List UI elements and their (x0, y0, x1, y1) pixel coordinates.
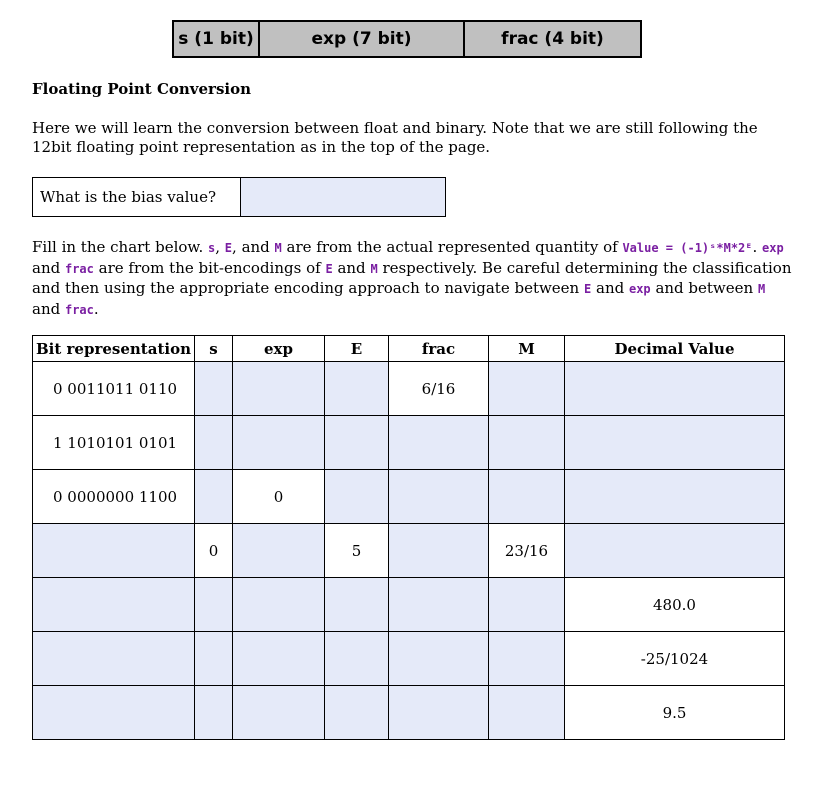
instr-text: . (93, 299, 99, 318)
code-E: E (224, 241, 233, 255)
answer-cell-decimal-value[interactable] (565, 416, 785, 470)
answer-cell-bit-representation[interactable] (33, 578, 195, 632)
answer-cell-s[interactable] (195, 416, 233, 470)
answer-cell-exp[interactable] (233, 362, 325, 416)
instr-text: and (591, 279, 629, 297)
answer-cell-exp[interactable] (233, 416, 325, 470)
frac-bits-field: frac (4 bit) (501, 29, 604, 49)
section-title: Floating Point Conversion (32, 80, 252, 98)
conversion-table (32, 335, 785, 740)
answer-cell-E[interactable] (325, 578, 389, 632)
cell-decimal-value: 9.5 (565, 686, 785, 740)
answer-cell-M[interactable] (489, 686, 565, 740)
code-frac: frac (64, 261, 94, 276)
answer-cell-exp[interactable] (233, 632, 325, 686)
cell-bit-representation: 0 0000000 1100 (33, 470, 195, 524)
table-row (33, 416, 785, 470)
header-s: s (195, 336, 233, 362)
table-row (33, 632, 785, 686)
answer-cell-M[interactable] (489, 632, 565, 686)
table-row (33, 524, 785, 578)
answer-cell-s[interactable] (195, 686, 233, 740)
code-exp: exp (628, 282, 651, 296)
answer-cell-frac[interactable] (389, 524, 489, 578)
answer-cell-frac[interactable] (389, 686, 489, 740)
instr-text: Fill in the chart below. (32, 238, 209, 256)
instr-text: and (332, 258, 371, 277)
instr-text: , and (232, 238, 275, 256)
answer-cell-M[interactable] (489, 416, 565, 470)
cell-E: 5 (325, 524, 389, 578)
bias-answer-input[interactable] (241, 178, 445, 216)
answer-cell-exp[interactable] (233, 524, 325, 578)
instr-text: respectively. Be careful determining the classification and then using the appropriate encoding approach to navigate between (32, 258, 792, 297)
header-M: M (489, 336, 565, 362)
answer-cell-E[interactable] (325, 632, 389, 686)
code-M: M (274, 241, 282, 255)
code-s: s (208, 241, 216, 255)
answer-cell-s[interactable] (195, 362, 233, 416)
answer-cell-frac[interactable] (389, 632, 489, 686)
answer-cell-frac[interactable] (389, 578, 489, 632)
code-E: E (325, 261, 333, 276)
answer-cell-frac[interactable] (389, 470, 489, 524)
answer-cell-E[interactable] (325, 686, 389, 740)
answer-cell-exp[interactable] (233, 578, 325, 632)
header-exp: exp (233, 336, 325, 362)
bias-question-label: What is the bias value? (33, 178, 241, 216)
cell-M: 23/16 (489, 524, 565, 578)
cell-s: 0 (195, 524, 233, 578)
code-M: M (757, 282, 766, 296)
answer-cell-E[interactable] (325, 416, 389, 470)
code-M: M (370, 261, 378, 276)
answer-cell-E[interactable] (325, 470, 389, 524)
exp-bits-field: exp (7 bit) (260, 22, 465, 56)
table-header-row (33, 336, 785, 362)
answer-cell-bit-representation[interactable] (33, 524, 195, 578)
header-E: E (325, 336, 389, 362)
table-row (33, 362, 785, 416)
instr-text: and (32, 258, 65, 277)
header-decimal-value: Decimal Value (565, 336, 785, 362)
cell-frac: 6/16 (389, 362, 489, 416)
code-E: E (584, 282, 592, 296)
table-row (33, 470, 785, 524)
answer-cell-M[interactable] (489, 578, 565, 632)
instructions-paragraph (32, 238, 792, 320)
instr-text: are from the bit-encodings of (93, 258, 326, 277)
instr-text: and (32, 299, 65, 318)
cell-bit-representation: 0 0011011 0110 (33, 362, 195, 416)
instr-text: , (215, 238, 225, 256)
answer-cell-M[interactable] (489, 362, 565, 416)
answer-cell-decimal-value[interactable] (565, 524, 785, 578)
header-bit-representation: Bit representation (33, 336, 195, 362)
instr-text: and between (650, 279, 758, 297)
bit-layout-bar (172, 20, 642, 58)
table-row (33, 578, 785, 632)
answer-cell-decimal-value[interactable] (565, 470, 785, 524)
code-frac: frac (64, 302, 94, 317)
answer-cell-M[interactable] (489, 470, 565, 524)
answer-cell-frac[interactable] (389, 416, 489, 470)
instr-text: . (752, 238, 763, 256)
table-row (33, 686, 785, 740)
code-value-formula: Value = (-1)ˢ*M*2ᴱ (622, 241, 753, 255)
cell-bit-representation: 1 1010101 0101 (33, 416, 195, 470)
instr-text: are from the actual represented quantity of (281, 238, 623, 256)
answer-cell-s[interactable] (195, 470, 233, 524)
answer-cell-bit-representation[interactable] (33, 632, 195, 686)
bias-question (32, 177, 446, 217)
header-frac: frac (389, 336, 489, 362)
sign-bit-field: s (1 bit) (174, 22, 260, 56)
cell-decimal-value: 480.0 (565, 578, 785, 632)
answer-cell-s[interactable] (195, 632, 233, 686)
intro-paragraph: Here we will learn the conversion between float and binary. Note that we are still following the 12bit floating point representation as in the top of the page. (32, 119, 758, 156)
answer-cell-exp[interactable] (233, 686, 325, 740)
cell-exp: 0 (233, 470, 325, 524)
answer-cell-s[interactable] (195, 578, 233, 632)
cell-decimal-value: -25/1024 (565, 632, 785, 686)
answer-cell-decimal-value[interactable] (565, 362, 785, 416)
answer-cell-bit-representation[interactable] (33, 686, 195, 740)
answer-cell-E[interactable] (325, 362, 389, 416)
code-exp: exp (762, 241, 784, 255)
